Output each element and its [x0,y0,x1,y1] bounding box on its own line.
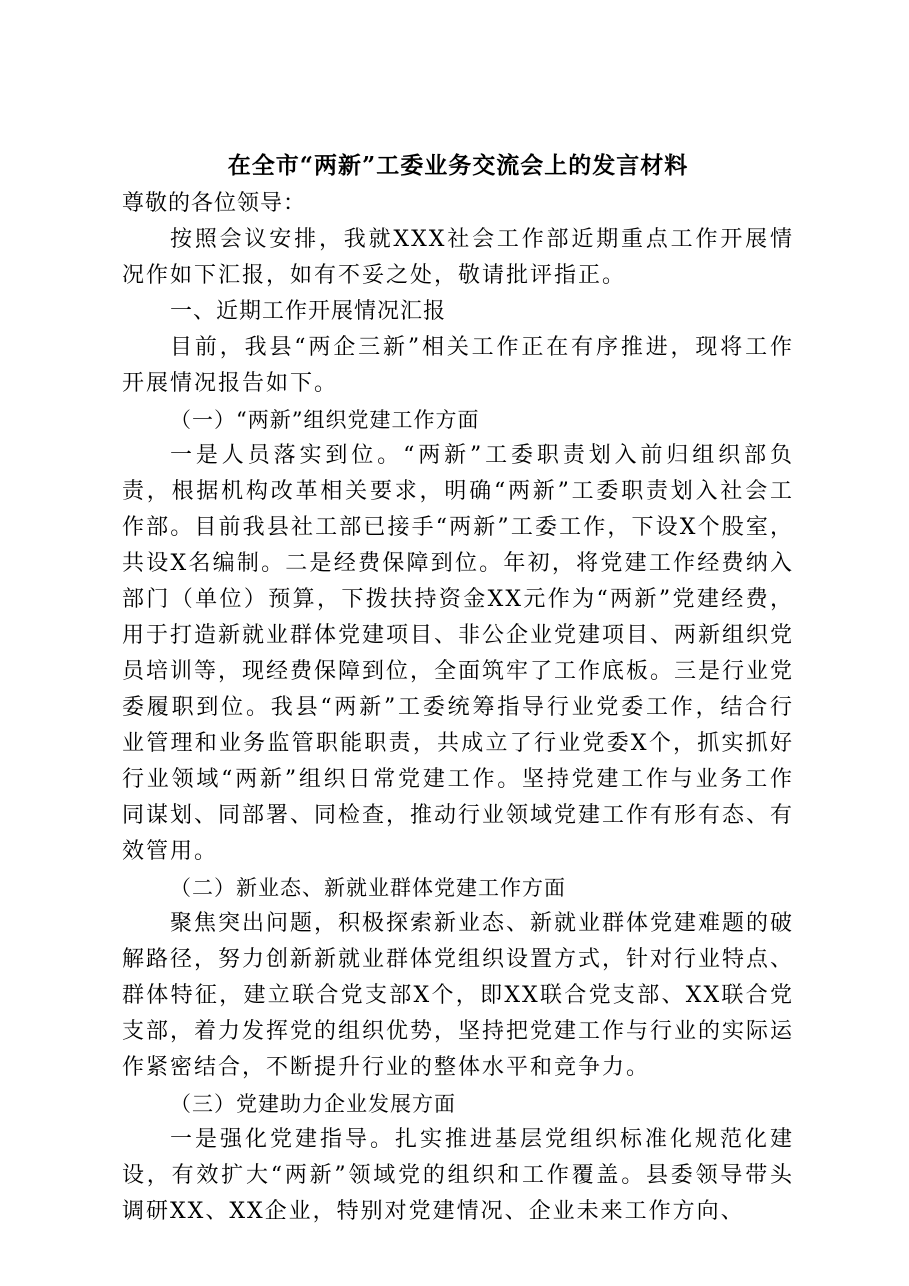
section1-intro-paragraph: 目前，我县“两企三新”相关工作正在有序推进，现将工作开展情况报告如下。 [122,335,794,396]
subsection3-body: 一是强化党建指导。扎实推进基层党组织标准化规范化建设，有效扩大“两新”领域党的组织和工作覆盖。县委领导带头调研XX、XX企业，特别对党建情况、企业未来工作方向、 [122,1127,794,1224]
subsection-heading-3: （三）党建助力企业发展方面 [170,1092,456,1116]
document-title: 在全市“两新”工委业务交流会上的发言材料 [227,152,689,179]
subsection-heading-2: （二）新业态、新就业群体党建工作方面 [170,876,566,900]
document-body [122,146,794,1230]
subsection1-body: 一是人员落实到位。“两新”工委职责划入前归组织部负责，根据机构改革相关要求，明确“两新”工委职责划入社会工作部。目前我县社工部已接手“两新”工委工作，下设X个股室，共设X名编制。二是经费保障到位。年初，将党建工作经费纳入部门（单位）预算，下拨扶持资金XX元作为“两新”党建经费，用于打造新就业群体党建项目、非公企业党建项目、两新组织党员培训等，现经费保障到位，全面筑牢了工作底板。三是行业党委履职到位。我县“两新”工委统筹指导行业党委工作，结合行业管理和业务监管职能职责，共成立了行业党委X个，抓实抓好行业领域“两新”组织日常党建工作。坚持党建工作与业务工作同谋划、同部署、同检查，推动行业领域党建工作有形有态、有效管用。 [122,443,795,864]
intro-paragraph: 按照会议安排，我就XXX社会工作部近期重点工作开展情况作如下汇报，如有不妥之处，敬请批评指正。 [122,227,794,288]
subsection-heading-1: （一）“两新”组织党建工作方面 [170,408,480,432]
subsection2-body: 聚焦突出问题，积极探索新业态、新就业群体党建难题的破解路径，努力创新新就业群体党组织设置方式，针对行业特点、群体特征，建立联合党支部X个，即XX联合党支部、XX联合党支部，着力发挥党的组织优势，坚持把党建工作与行业的实际运作紧密结合，不断提升行业的整体水平和竞争力。 [122,911,795,1080]
section-heading-1: 一、近期工作开展情况汇报 [170,299,447,324]
salutation: 尊敬的各位领导： [122,191,307,216]
